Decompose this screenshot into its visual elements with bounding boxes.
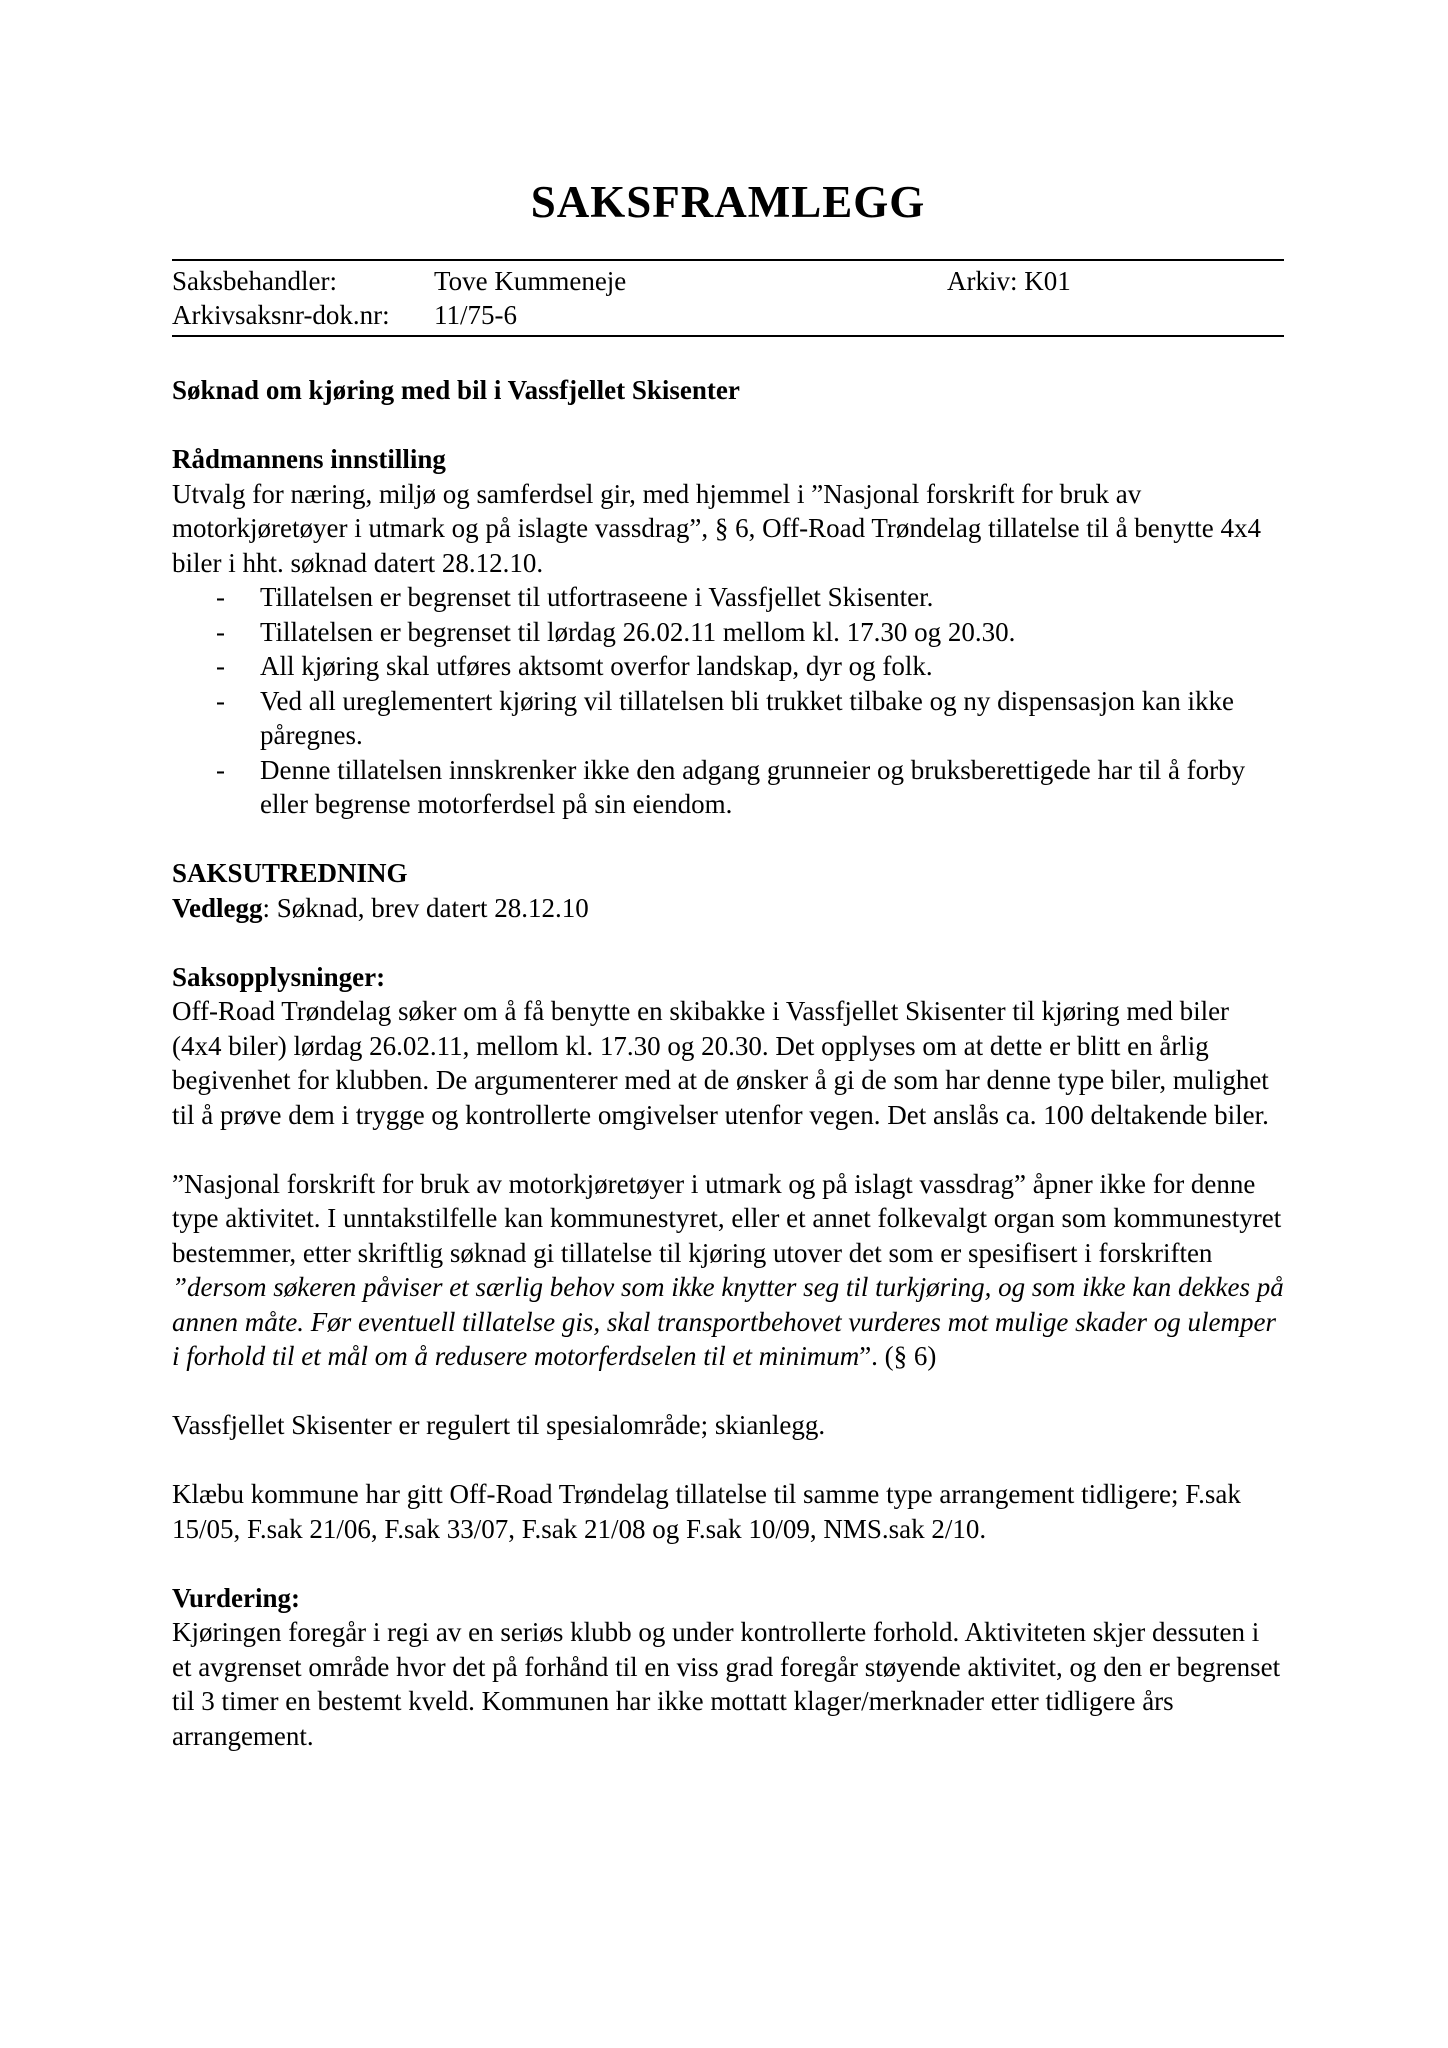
case-metadata — [172, 264, 1284, 332]
arkiv-code: Arkiv: K01 — [947, 266, 1071, 296]
regulation-quote: ”dersom søkeren påviser et særlig behov som ikke knytter seg til turkjøring, og som ikke kan dekkes på annen måte. Før eventuell tillatelse gis, skal transportbehovet vurderes mot mulige skader og ulemper i forhold til et mål om å redusere motorferdselen til et minimum — [172, 1272, 1284, 1371]
saksopplysninger-para4: Klæbu kommune har gitt Off-Road Trøndelag tillatelse til samme type arrangement tidligere; F.sak 15/05, F.sak 21/06, F.sak 33/07, F.sak 21/08 og F.sak 10/09, NMS.sak 2/10. — [172, 1479, 1241, 1544]
saksbehandler-label: Saksbehandler: — [172, 266, 337, 296]
meta-row-arkivsaksnr — [172, 298, 1284, 332]
meta-row-saksbehandler — [172, 264, 1284, 298]
vurdering-heading: Vurdering: — [172, 1582, 301, 1613]
list-item: - All kjøring skal utføres aktsomt overfor landskap, dyr og folk. — [216, 651, 933, 681]
saksbehandler-value: Tove Kummeneje — [434, 266, 627, 296]
arkivsaksnr-value: 11/75-6 — [434, 300, 517, 330]
vedlegg-text: : Søknad, brev datert 28.12.10 — [262, 892, 589, 923]
document-title: SAKSFRAMLEGG — [530, 177, 926, 227]
case-subject: Søknad om kjøring med bil i Vassfjellet Skisenter — [172, 375, 740, 405]
saksopplysninger-para3: Vassfjellet Skisenter er regulert til spesialområde; skianlegg. — [172, 1410, 826, 1440]
header-bottom-rule — [172, 335, 1284, 337]
saksopplysninger-para2: ”Nasjonal forskrift for bruk av motorkjøretøyer i utmark og på islagt vassdrag” åpner ikke for denne type aktivitet. I unntakstilfelle kan kommunestyret, eller et annet folkevalgt organ som kommunestyret bestemmer, etter skriftlig søknad gi tillatelse til kjøring utover det som er spesifisert i forskriften ”dersom søkeren påviser et særlig behov som ikke knytter seg til turkjøring, og som ikke kan dekkes på annen måte. Før eventuell tillatelse gis, skal transportbehovet vurderes mot mulige skader og ulemper i forhold til et mål om å redusere motorferdselen til et minimum”. (§ 6) — [172, 1168, 1284, 1371]
saksutredning-heading: SAKSUTREDNING — [172, 858, 408, 888]
arkivsaksnr-label: Arkivsaksnr-dok.nr: — [172, 300, 390, 330]
vedlegg-line — [172, 891, 1284, 926]
document-body — [172, 373, 1284, 1753]
saksopplysninger-para1: Off-Road Trøndelag søker om å få benytte en skibakke i Vassfjellet Skisenter til kjøring med biler (4x4 biler) lørdag 26.02.11, mellom kl. 17.30 og 20.30. Det opplyses om at dette er blitt en årlig begivenhet for klubben. De argumenterer med at de ønsker å gi de som har denne type biler, mulighet til å prøve dem i trygge og kontrollerte omgivelser utenfor vegen. Det anslås ca. 100 deltakende biler. — [172, 996, 1269, 1130]
saksopplysninger-heading: Saksopplysninger: — [172, 961, 386, 992]
list-item: - Tillatelsen er begrenset til utfortraseene i Vassfjellet Skisenter. — [216, 582, 934, 612]
innstilling-text: Utvalg for næring, miljø og samferdsel gir, med hjemmel i ”Nasjonal forskrift for bruk av motorkjøretøyer i utmark og på islagte vassdrag”, § 6, Off-Road Trøndelag tillatelse til å benytte 4x4 biler i hht. søknad datert 28.12.10. — [172, 478, 1262, 578]
vurdering-text: Kjøringen foregår i regi av en seriøs klubb og under kontrollerte forhold. Aktiviteten skjer dessuten i et avgrenset område hvor det på forhånd til en viss grad foregår støyende aktivitet, og den er begrenset til 3 timer en bestemt kveld. Kommunen har ikke mottatt klager/merknader etter tidligere års arrangement. — [172, 1617, 1281, 1751]
list-item: - Denne tillatelsen innskrenker ikke den adgang grunneier og bruksberettigede har til å forby eller begrense motorferdsel på sin eiendom. — [216, 754, 1246, 819]
vedlegg-label: Vedlegg — [172, 892, 263, 923]
list-item: - Tillatelsen er begrenset til lørdag 26.02.11 mellom kl. 17.30 og 20.30. — [216, 616, 1016, 647]
list-item: - Ved all ureglementert kjøring vil tillatelsen bli trukket tilbake og ny dispensasjon kan ikke påregnes. — [216, 685, 1235, 750]
innstilling-heading: Rådmannens innstilling — [172, 444, 446, 474]
header-top-rule — [172, 259, 1284, 261]
innstilling-conditions-list — [172, 580, 1284, 822]
